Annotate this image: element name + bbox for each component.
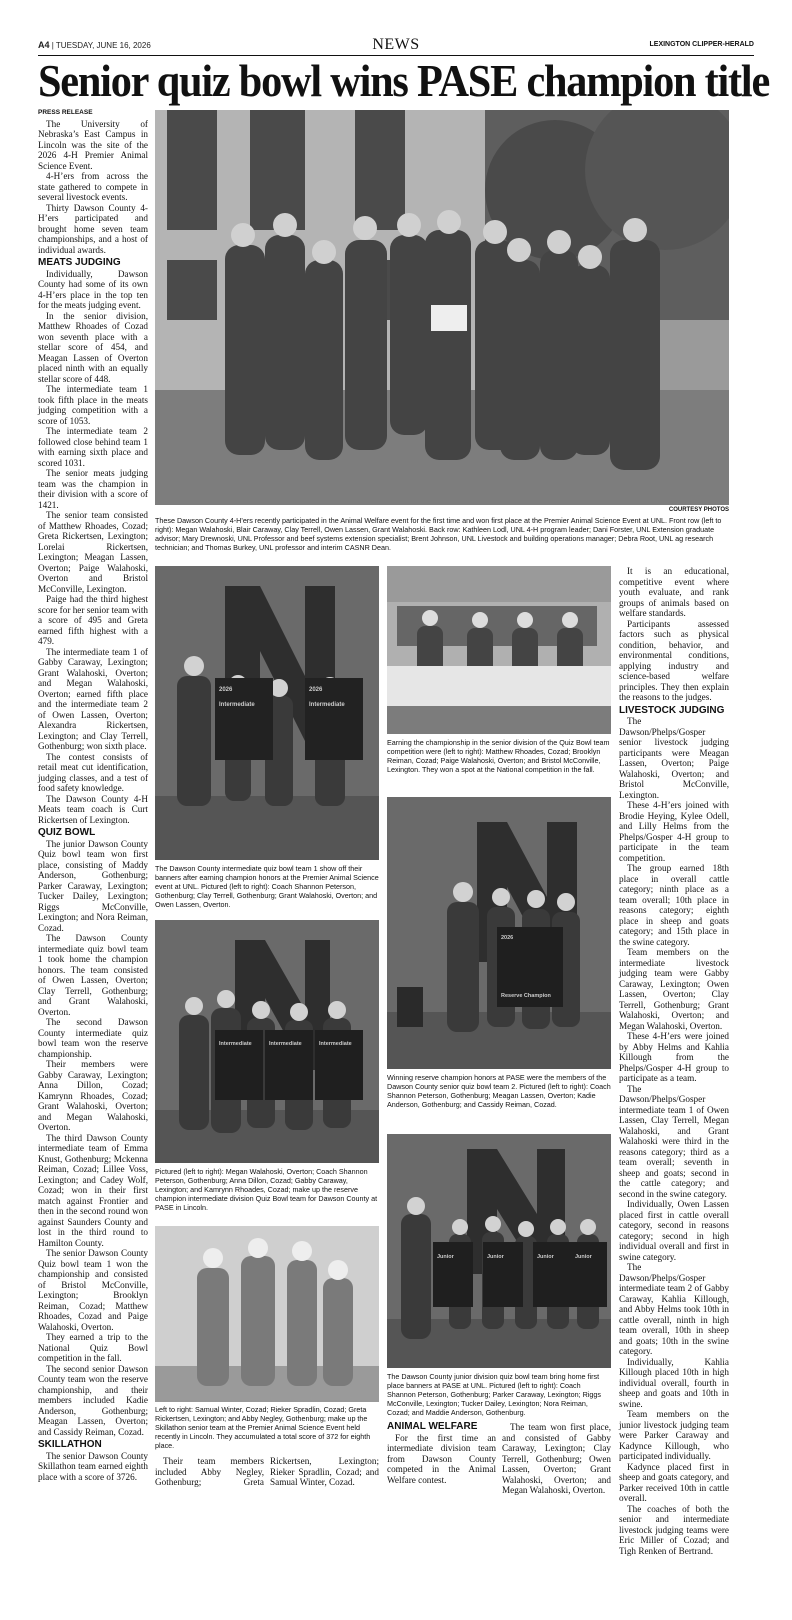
paragraph: The contest consists of retail meat cut identification, judging classes, and a test of food safety knowledge. <box>38 751 148 793</box>
photo-credit: COURTESY PHOTOS <box>668 507 729 513</box>
subhead-skillathon: SKILLATHON <box>38 1439 102 1450</box>
photo-senior-quiz-bowl-champions <box>387 566 611 734</box>
section-name: NEWS <box>372 36 420 53</box>
paragraph: These 4-H’ers joined with Brodie Heying, Kylee Odell, and Lilly Helms from the Phelps/Gosper 4-H group to participate in the team competition. <box>619 800 729 863</box>
subhead-quiz-bowl: QUIZ BOWL <box>38 827 96 838</box>
paragraph: For the first time an intermediate division team from Dawson County competed in the Animal Welfare contest. <box>387 1432 496 1485</box>
photo-animal-welfare-group <box>155 110 729 505</box>
paragraph: The Dawson/Phelps/Gosper intermediate team 1 of Owen Lassen, Clay Terrell, Megan Walahoski, and Grant Walahoski were third in the reasons category; third as a team overall; seventh in sheep and goats; second in the cattle category; and second in the swine category. <box>619 1083 729 1199</box>
headline: Senior quiz bowl wins PASE champion title <box>38 56 770 106</box>
caption-junior-team: The Dawson County junior division quiz bowl team bring home first place banners at PASE at UNL. Pictured (left to right): Coach Shannon Peterson, Gothenburg; Parker Caraway, Lexington; Riggs McConville, Lexington; Tucker Dailey, Lexington; Nora Reiman, Cozad; and Maddie Anderson, Gothenburg. <box>387 1372 602 1417</box>
banner-text: Junior <box>537 1254 554 1260</box>
paragraph: The second Dawson County intermediate quiz bowl team won the reserve championship. <box>38 1017 148 1059</box>
caption-senior-champions: Earning the championship in the senior division of the Quiz Bowl team competition were (left to right): Matthew Rhoades, Cozad; Brooklyn Reiman, Cozad; Paige Walahoski, Overton; and Bristol McConville, Lexington. They won a spot at the National competition in the fall. <box>387 738 610 774</box>
paragraph: In the senior division, Matthew Rhoades of Cozad won seventh place with a stellar score of 454, and Meagan Lassen of Overton placed ninth with an equally stellar score of 448. <box>38 310 148 384</box>
banner-text: Intermediate <box>309 702 345 708</box>
paragraph: The Dawson County intermediate quiz bowl team 1 took home the champion honors. The team consisted of Owen Lassen, Overton; Clay Terrell, Gothenburg; and Grant Walahoski, Overton. <box>38 933 148 1017</box>
paragraph: The second senior Dawson County team won the reserve championship, and their members included Kadie Anderson, Gothenburg; Meagan Lassen, Overton; and Cassidy Reiman, Cozad. <box>38 1363 148 1437</box>
paragraph: The University of Nebraska’s East Campus in Lincoln was the site of the 2026 4-H Premier Animal Science Event. <box>38 118 148 171</box>
paragraph: They earned a trip to the National Quiz Bowl competition in the fall. <box>38 1332 148 1363</box>
paragraph: The Dawson/Phelps/Gosper senior livestock judging participants were Meagan Lassen, Overton; Paige Walahoski, Overton; and Bristol McConville, Lexington. <box>619 716 729 800</box>
paragraph: The Dawson County 4-H Meats team coach is Curt Rickertsen of Lexington. <box>38 793 148 825</box>
banner-text: 2026 <box>501 935 514 941</box>
byline: PRESS RELEASE <box>38 109 93 116</box>
paragraph: The junior Dawson County Quiz bowl team won first place, consisting of Maddy Anderson, Gothenburg; Parker Caraway, Lexington; Tucker Dailey, Lexington; Riggs McConville, Lexington; and Nora Reiman, Cozad. <box>38 838 148 933</box>
paragraph: The senior team consisted of Matthew Rhoades, Cozad; Greta Rickertsen, Lexington; Lorelai Rickertsen, Lexington; Meagan Lassen, Overton; Paige Walahoski, Overton and Bristol McConville, Lexington. <box>38 510 148 594</box>
banner-text: Intermediate <box>269 1041 302 1047</box>
paragraph: The coaches of both the senior and intermediate livestock judging teams were Eric Miller of Cozad; and Tigh Renken of Bertrand. <box>619 1503 729 1556</box>
caption-intermediate-team-1: The Dawson County intermediate quiz bowl team 1 show off their banners after earning champion honors at the Premier Animal Science event at UNL. Pictured (left to right): Coach Shannon Peterson, Gothenburg; Clay Terrell, Gothenburg; Grant Walahoski, Overton; and Owen Lassen, Overton. <box>155 864 379 909</box>
paragraph: The senior Dawson County Skillathon team earned eighth place with a score of 3726. <box>38 1450 148 1482</box>
paragraph: The senior Dawson County Quiz bowl team 1 won the championship and consisted of Bristol McConville, Lexington; Brooklyn Reiman, Cozad; Matthew Rhoades, Cozad and Paige Walahoski, Overton. <box>38 1248 148 1332</box>
paragraph: The intermediate team 2 followed close behind team 1 with earning sixth place and scored 1031. <box>38 426 148 468</box>
paragraph: These 4-H’ers were joined by Abby Helms and Kahlia Killough from the Phelps/Gosper 4-H group to participate as a team. <box>619 1031 729 1083</box>
paragraph: 4-H’ers from across the state gathered to compete in several livestock events. <box>38 171 148 202</box>
photo-senior-quiz-bowl-reserve <box>387 797 611 1069</box>
paragraph: The third Dawson County intermediate team of Emma Knust, Gothenburg; Mckenna Reiman, Cozad; Lillee Voss, Lexington; and Cadey Wolf, Cozad; won in their first match against Frontier and then in the second round won against Saunders County and lost in the third round to Hamilton County. <box>38 1132 148 1248</box>
photo-skillathon-senior-team <box>155 1226 379 1402</box>
issue-date: TUESDAY, JUNE 16, 2026 <box>55 41 151 50</box>
paragraph: Individually, Kahlia Killough placed 10th in high individual overall, fourth in sheep and goats and 10th in swine. <box>619 1356 729 1409</box>
paragraph: Kadynce placed first in sheep and goats category, and Parker received 10th in cattle overall. <box>619 1461 729 1503</box>
paragraph: Their members were Gabby Caraway, Lexington; Anna Dillon, Cozad; Kamrynn Rhoades, Cozad; Grant Walahoski, Overton; and Megan Walahoski, Overton. <box>38 1059 148 1132</box>
banner-text: Intermediate <box>219 702 255 708</box>
column-left <box>38 108 148 1482</box>
paragraph: Individually, Owen Lassen placed first in cattle overall category, second in reasons category; second in high individual overall and first in swine category. <box>619 1199 729 1262</box>
animal-welfare-section <box>387 1422 611 1496</box>
paragraph: The senior meats judging team was the champion in their division with a score of 1421. <box>38 468 148 510</box>
paragraph: Thirty Dawson County 4-H’ers participated and brought home seven team championships, and a host of individual awards. <box>38 202 148 255</box>
banner-text: Intermediate <box>319 1041 352 1047</box>
paragraph: Their team members included Abby Negley, Gothenburg; Greta Rickertsen, Lexington; Rieker Spradlin, Cozad; and Samual Winter, Cozad. <box>155 1456 379 1487</box>
caption-skillathon: Left to right: Samual Winter, Cozad; Rieker Spradlin, Cozad; Greta Rickertsen, Lexington; and Abby Negley, Gothenburg; make up the Skillathon senior team at the Premier Animal Science Event held recently in Lincoln. They accumulated a total score of 372 for eighth place. <box>155 1405 371 1450</box>
banner-text: 2026 <box>219 687 233 693</box>
paragraph: The Dawson/Phelps/Gosper intermediate team 2 of Gabby Caraway, Kahlia Killough, and Abby Helms took 10th in cattle overall, ninth in high team overall, 10th in sheep and goats; 10th in the swine category. <box>619 1262 729 1356</box>
page-number: A4 <box>38 40 50 50</box>
caption-senior-reserve: Winning reserve champion honors at PASE were the members of the Dawson County senior quiz bowl team 2. Pictured (left to right): Coach Shannon Peterson, Gothenburg; Meagan Lassen, Overton; Kadie Anderson, Gothenburg; and Cassidy Reiman, Cozad. <box>387 1073 611 1109</box>
paragraph: The intermediate team 1 of Gabby Caraway, Lexington; Grant Walahoski, Overton; and Megan Walahoski, Overton; earned fifth place and the intermediate team 2 of Owen Lassen, Overton; Alexandra Rickertsen, Lexington; and Clay Terrell, Gothenburg; won sixth place. <box>38 646 148 751</box>
subhead-livestock-judging: LIVESTOCK JUDGING <box>619 704 725 716</box>
banner-text: Junior <box>487 1254 504 1260</box>
paragraph: Participants assessed factors such as physical condition, behavior, and environmental conditions, applying industry and science-based welfare principles. They then explain the reasons to the judges. <box>619 618 729 702</box>
paragraph: It is an educational, competitive event where youth evaluate, and rank groups of animals based on welfare standards. <box>619 566 729 618</box>
masthead: A4 | TUESDAY, JUNE 16, 2026 NEWS LEXINGTON CLIPPER-HERALD <box>38 34 754 56</box>
paper-name: LEXINGTON CLIPPER-HERALD <box>649 41 754 48</box>
banner-text: 2026 <box>309 687 323 693</box>
paragraph: The group earned 18th place in overall cattle category; ninth place as a team overall; 10th place in reasons category; eighth place in sheep and goats category; and 15th place in the swine category. <box>619 863 729 947</box>
banner-text: Junior <box>575 1254 592 1260</box>
paragraph: Individually, Dawson County had some of its own 4-H’ers place in the top ten for the meats judging event. <box>38 268 148 310</box>
paragraph: Paige had the third highest score for her senior team with a score of 495 and Greta earned fifth highest with a 479. <box>38 594 148 646</box>
paragraph: Team members on the junior livestock judging team were Parker Caraway and Kadynce Killough, who participated individually. <box>619 1409 729 1461</box>
skillathon-team-members <box>155 1456 379 1488</box>
banner-text: Junior <box>437 1254 454 1260</box>
caption-top-photo: These Dawson County 4-H’ers recently participated in the Animal Welfare event for the first time and won first place at the Premier Animal Science Event at UNL. Front row (left to right): Megan Walahoski, Blair Caraway, Clay Terrell, Owen Lassen, Grant Walahoski. Back row: Kathleen Lodl, UNL 4-H program leader; Dani Forster, UNL Extension graduate advisor; Mary Drewnoski, UNL Professor and beef systems extension specialist; Brent Johnson, UNL Livestock and building operations manager; Debra Root, UNL ag research technician; and Thomas Burkey, UNL professor and interim CASNR Dean. <box>155 516 722 552</box>
subhead-meats-judging: MEATS JUDGING <box>38 257 121 268</box>
caption-intermediate-reserve: Pictured (left to right): Megan Walahoski, Overton; Coach Shannon Peterson, Gothenburg; Anna Dillon, Cozad; Gabby Caraway, Lexington; and Kamrynn Rhoades, Cozad; make up the reserve champion intermediate division Quiz Bowl team for Dawson County at PASE in Lincoln. <box>155 1167 378 1212</box>
photo-junior-quiz-bowl-team <box>387 1134 611 1368</box>
subhead-animal-welfare: ANIMAL WELFARE <box>387 1421 478 1432</box>
paragraph: Team members on the intermediate livestock judging team were Gabby Caraway, Lexington; Owen Lassen, Overton; Clay Terrell, Gothenburg; Grant Walahoski, Overton; and Megan Walahoski, Overton. <box>619 947 729 1031</box>
photo-intermediate-quiz-bowl-reserve <box>155 920 379 1163</box>
paragraph: The intermediate team 1 took fifth place in the meats judging competition with a score of 1053. <box>38 384 148 426</box>
photo-intermediate-quiz-bowl-team-1 <box>155 566 379 860</box>
paragraph: The team won first place, and consisted of Gabby Caraway, Lexington; Clay Terrell, Gothenburg; Owen Lassen, Overton; Grant Walahoski, Overton; and Megan Walahoski, Overton. <box>502 1422 611 1495</box>
column-right <box>619 566 729 1556</box>
banner-text: Reserve Champion <box>501 993 551 999</box>
banner-text: Intermediate <box>219 1041 252 1047</box>
